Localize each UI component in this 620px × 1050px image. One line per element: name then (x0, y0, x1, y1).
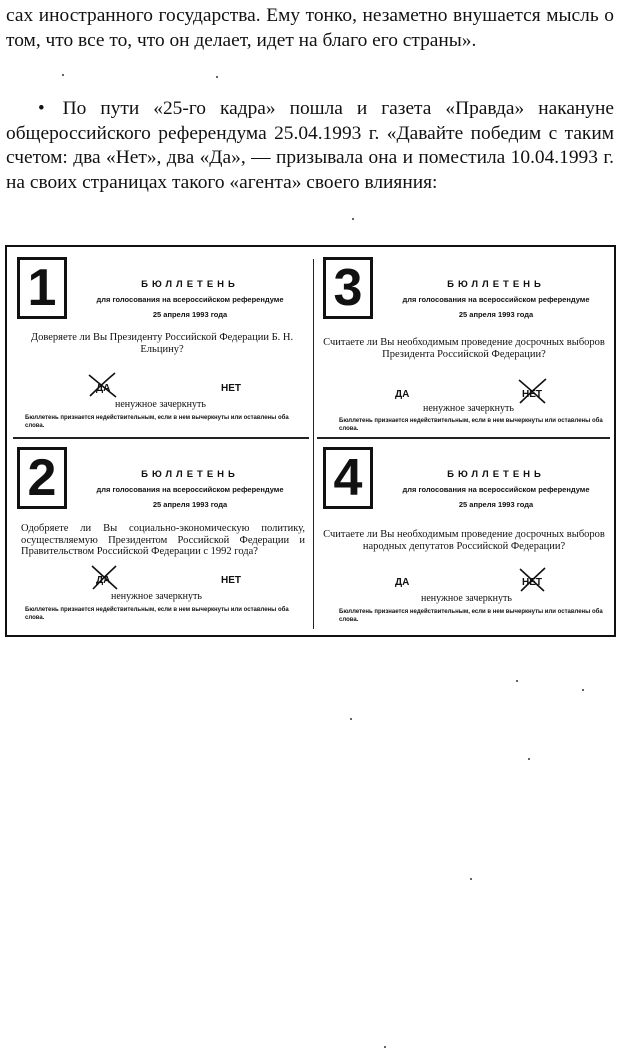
ballot-3 (317, 253, 613, 435)
ballot-hint: ненужное зачеркнуть (115, 399, 206, 410)
ballot-subtitle: для голосования на всероссийском референдуме (96, 485, 284, 494)
ballot-subtitle: для голосования на всероссийском референдуме (402, 485, 590, 494)
horizontal-divider-left (13, 437, 309, 439)
answer-yes: ДА (96, 575, 111, 586)
ballot-number-box (17, 257, 67, 319)
paragraph-continuation: сах иностранного государства. Ему тонко, незаметно внушается мысль о том, что все то, что он делает, идет на благо его страны». (6, 5, 614, 51)
answer-no: НЕТ (522, 389, 542, 400)
ballot-title: БЮЛЛЕТЕНЬ (447, 279, 545, 290)
ballot-number-box (17, 447, 67, 509)
bullet-mark: • (38, 98, 45, 119)
ballot-number: 2 (27, 449, 57, 507)
answer-no: НЕТ (522, 577, 542, 588)
scan-speck (216, 76, 218, 78)
ballot-number: 4 (333, 449, 363, 507)
answer-yes: ДА (96, 383, 111, 394)
horizontal-divider-right (317, 437, 610, 439)
answer-no: НЕТ (221, 575, 241, 586)
ballot-note: Бюллетень признается недействительным, если в нем вычеркнуты или оставлены оба слова. (25, 415, 289, 429)
scan-speck (352, 218, 354, 220)
scan-speck (582, 689, 584, 691)
scan-speck (528, 758, 530, 760)
ballot-number: 1 (27, 259, 57, 317)
cross-mark-icon (85, 371, 119, 399)
ballot-date: 25 апреля 1993 года (458, 500, 534, 509)
answer-yes: ДА (395, 389, 410, 400)
ballot-date: 25 апреля 1993 года (152, 500, 228, 509)
scan-speck (470, 878, 472, 880)
ballot-hint: ненужное зачеркнуть (421, 593, 512, 604)
cross-mark-icon (515, 377, 549, 405)
ballot-question: Считаете ли Вы необходимым проведение досрочных выборов Президента Российской Федерации? (323, 337, 605, 360)
ballot-question: Считаете ли Вы необходимым проведение досрочных выборов народных депутатов Российской Федерации? (323, 529, 605, 552)
scan-speck (516, 680, 518, 682)
cross-mark-icon (515, 565, 549, 593)
ballot-1 (11, 253, 307, 435)
ballot-date: 25 апреля 1993 года (152, 310, 228, 319)
scan-speck (384, 1046, 386, 1048)
ballot-question: Доверяете ли Вы Президенту Российской Федерации Б. Н. Ельцину? (30, 332, 294, 355)
ballot-subtitle: для голосования на всероссийском референдуме (402, 295, 590, 304)
ballot-number: 3 (333, 259, 363, 317)
scan-speck (350, 718, 352, 720)
ballots-figure (5, 245, 616, 637)
cross-mark-icon (87, 563, 121, 591)
ballot-2 (11, 443, 307, 625)
paragraph-pravda-text: По пути «25-го кадра» пошла и газета «Правда» накануне общероссийского референдума 25.04.1993 г. «Давайте победим с таким счетом: два «Нет», два «Да», — призывала она и поместила 10.04.1993 г. на своих страницах такого «агента» своего влияния: (6, 98, 614, 193)
ballot-4 (317, 443, 613, 625)
ballot-note: Бюллетень признается недействительным, если в нем вычеркнуты или оставлены оба слова. (25, 607, 289, 621)
vertical-divider (313, 259, 314, 629)
paragraph-pravda (6, 97, 614, 195)
ballot-note: Бюллетень признается недействительным, если в нем вычеркнуты или оставлены оба слова. (339, 609, 603, 623)
answer-yes: ДА (395, 577, 410, 588)
ballot-note: Бюллетень признается недействительным, если в нем вычеркнуты или оставлены оба слова. (339, 418, 603, 432)
ballot-number-box (323, 257, 373, 319)
ballot-hint: ненужное зачеркнуть (111, 591, 202, 602)
ballot-title: БЮЛЛЕТЕНЬ (141, 279, 239, 290)
ballot-number-box (323, 447, 373, 509)
ballot-hint: ненужное зачеркнуть (423, 403, 514, 414)
ballot-date: 25 апреля 1993 года (458, 310, 534, 319)
ballot-question: Одобряете ли Вы социально-экономическую политику, осуществляемую Президентом Российской Федерации и Правительством Российской Федерации с 1992 года? (21, 523, 305, 557)
ballot-subtitle: для голосования на всероссийском референдуме (96, 295, 284, 304)
ballot-title: БЮЛЛЕТЕНЬ (141, 469, 239, 480)
scan-speck (62, 74, 64, 76)
answer-no: НЕТ (221, 383, 241, 394)
ballot-title: БЮЛЛЕТЕНЬ (447, 469, 545, 480)
